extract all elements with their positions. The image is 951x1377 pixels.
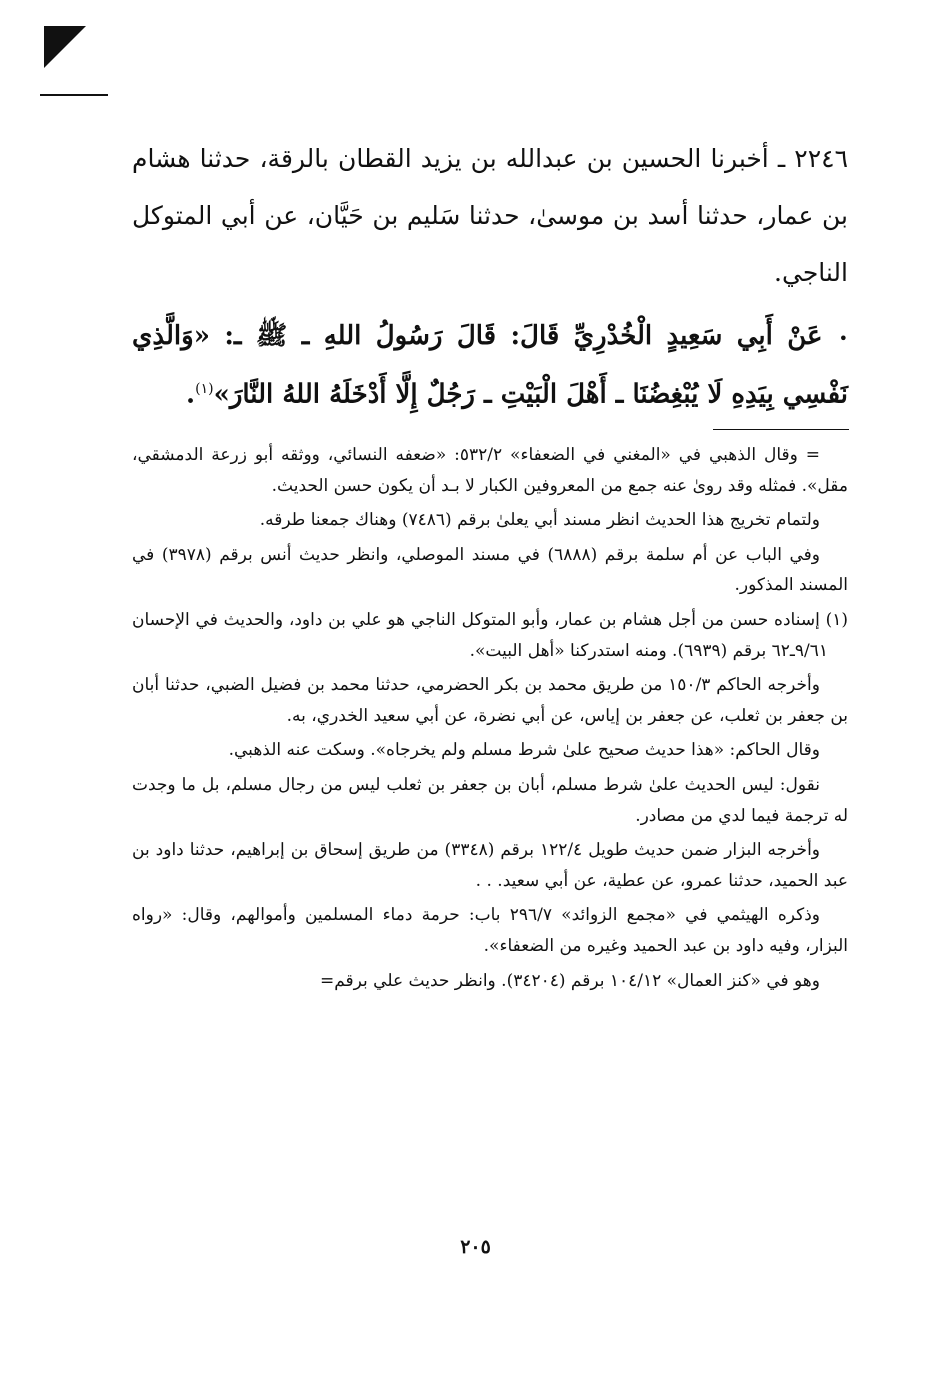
- footnote-paragraph: وذكره الهيثمي في «مجمع الزوائد» ٢٩٦/٧ باب: حرمة دماء المسلمين وأموالهم، وقال: «رواه البزار، وفيه داود بن عبد الحميد وغيره من الضعفاء».: [132, 905, 848, 956]
- footnotes: [132, 440, 848, 1000]
- footnote-paragraph: نقول: ليس الحديث علىٰ شرط مسلم، أبان بن جعفر بن ثعلب ليس من رجال مسلم، بل ما وجدت له ترجمة فيما لدي من مصادر.: [132, 774, 848, 826]
- bullet-mark: •: [838, 329, 848, 348]
- corner-rule: [40, 94, 108, 96]
- footnote-1: (١) إسناده حسن من أجل هشام بن عمار، وأبو المتوكل الناجي هو علي بن داود، والحديث في الإحسان ٩/٦١ـ٦٢ برقم (٦٩٣٩). ومنه استدركنا «أهل البيت».: [132, 609, 848, 661]
- end-mark: .: [186, 379, 196, 410]
- footnote-paragraph: وأخرجه الحاكم ١٥٠/٣ من طريق محمد بن بكر الحضرمي، حدثنا محمد بن فضيل الضبي، حدثنا أبان بن جعفر بن ثعلب، عن جعفر بن إياس، عن أبي نضرة، عن أبي سعيد الخدري، به.: [132, 675, 848, 726]
- footnote-paragraph: وأخرجه البزار ضمن حديث طويل ١٢٢/٤ برقم (٣٣٤٨) من طريق إسحاق بن إبراهيم، حدثنا داود بن عبد الحميد، حدثنا عمرو، عن عطية، عن أبي سعيد. . .: [132, 840, 848, 891]
- footnote-paragraph: وهو في «كنز العمال» ١٠٤/١٢ برقم (٣٤٢٠٤). وانظر حديث علي برقم=: [319, 970, 820, 991]
- hadith-matn: عَنْ أَبِي سَعِيدٍ الْخُدْرِيِّ قَالَ: قَالَ رَسُولُ اللهِ ـ ﷺ ـ: «وَالَّذِي نَفْسِي بِيَدِهِ لَا يُبْغِضُنَا ـ أَهْلَ الْبَيْتِ ـ رَجُلٌ إِلَّا أَدْخَلَهُ اللهُ النَّارَ»: [132, 321, 848, 410]
- footnote-separator: [713, 429, 849, 430]
- corner-triangle-mark: [44, 26, 86, 68]
- hadith-text: [132, 311, 848, 420]
- footnote-paragraph: = وقال الذهبي في «المغني في الضعفاء» ٥٣٢/٢: «ضعفه النسائي، ووثقه أبو زرعة الدمشقي، مقل». فمثله وقد روىٰ عنه جمع من المعروفين الكبار لا بـد أن يكون حسن الحديث.: [132, 445, 848, 496]
- footnote-paragraph: ولتمام تخريج هذا الحديث انظر مسند أبي يعلىٰ برقم (٧٤٨٦) وهناك جمعنا طرقه.: [259, 510, 820, 531]
- hadith-body: [132, 130, 848, 420]
- footnote-paragraph: وفي الباب عن أم سلمة برقم (٦٨٨٨) في مسند الموصلي، وانظر حديث أنس برقم (٣٩٧٨) في المسند المذكور.: [132, 544, 848, 596]
- page-number: ٢٠٥: [460, 1236, 491, 1258]
- footnote-ref: (١): [195, 381, 214, 397]
- footnote-paragraph: وقال الحاكم: «هذا حديث صحيح علىٰ شرط مسلم ولم يخرجاه». وسكت عنه الذهبي.: [228, 740, 820, 761]
- hadith-chain: ٢٢٤٦ ـ أخبرنا الحسين بن عبدالله بن يزيد القطان بالرقة، حدثنا هشام بن عمار، حدثنا أسد بن موسىٰ، حدثنا سَليم بن حَيَّان، عن أبي المتوكل الناجي.: [132, 144, 848, 287]
